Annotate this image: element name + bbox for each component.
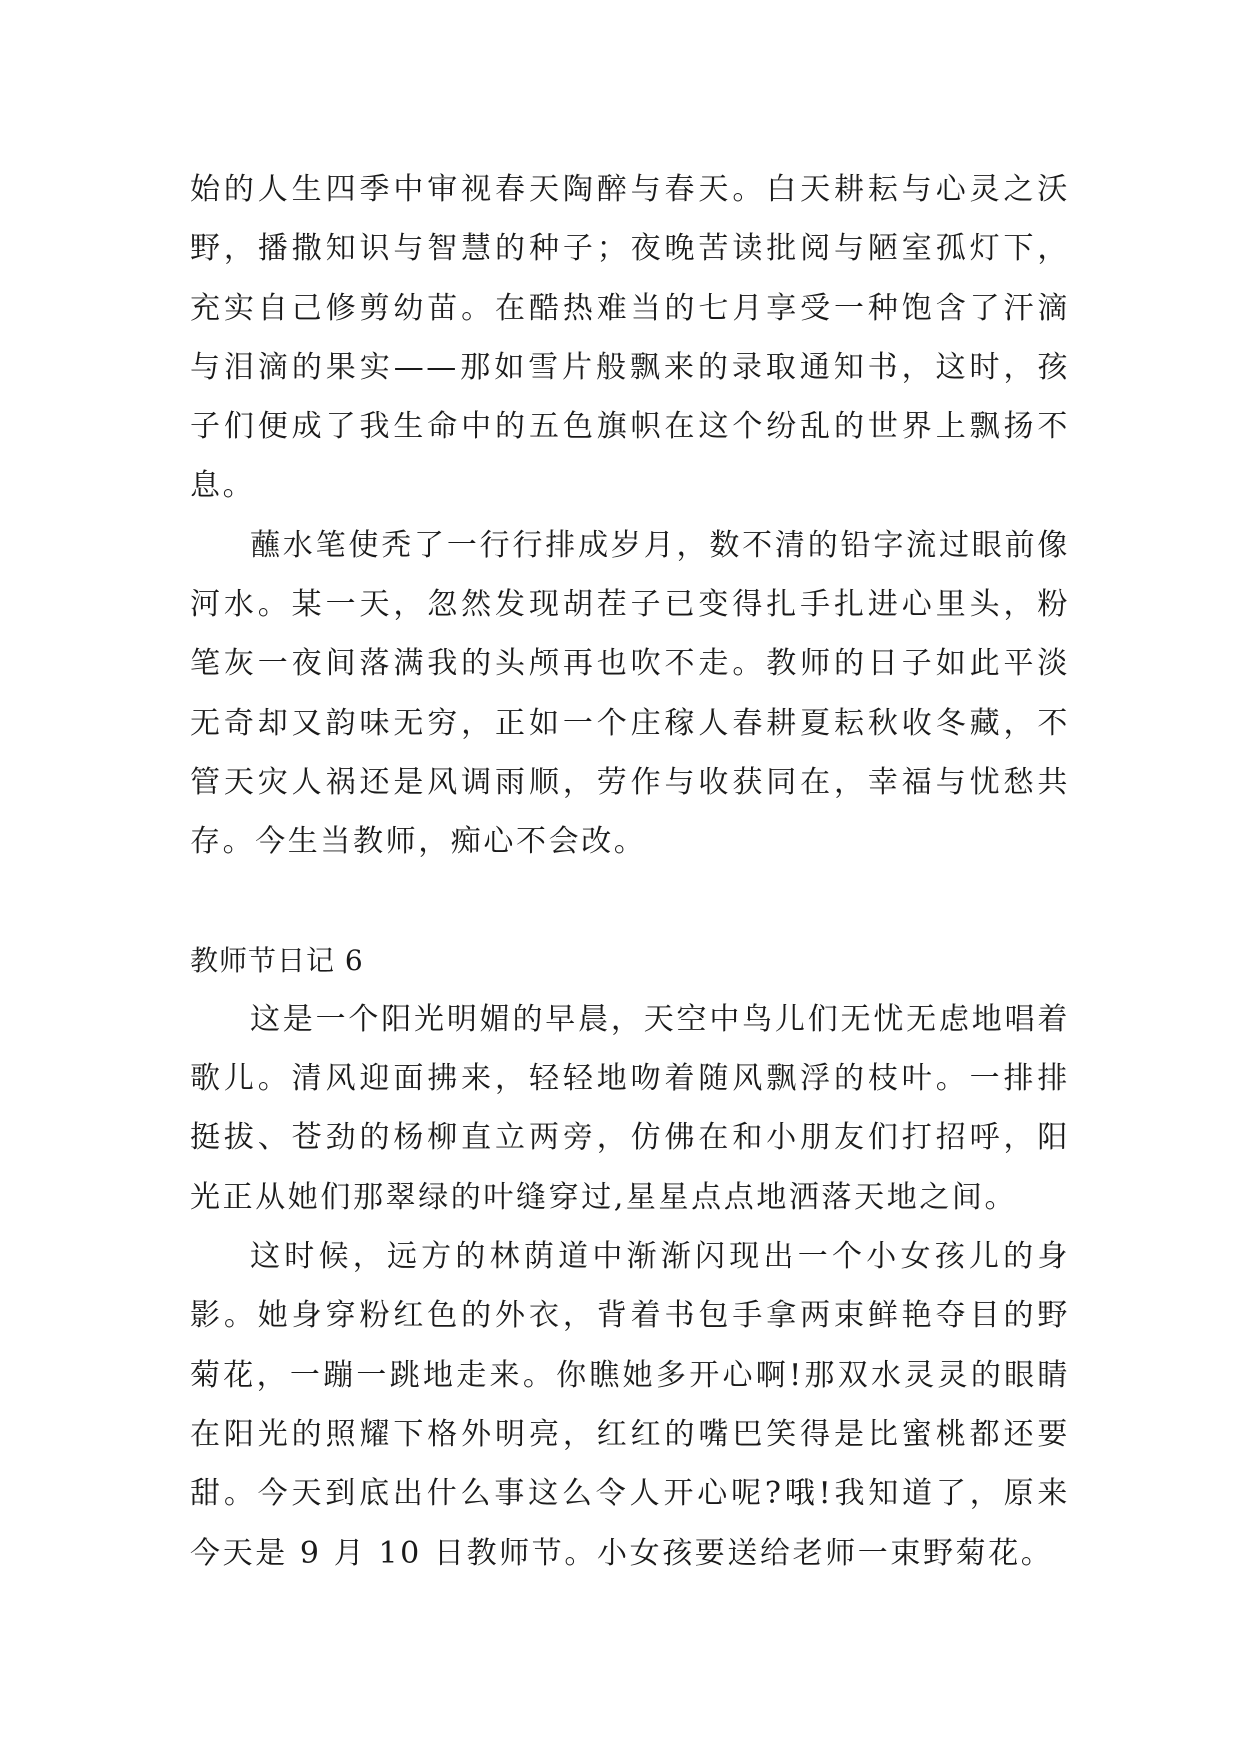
- paragraph-continued: 始的人生四季中审视春天陶醉与春天。白天耕耘与心灵之沃野，播撒知识与智慧的种子；夜晚苦读批阅与陋室孤灯下，充实自己修剪幼苗。在酷热难当的七月享受一种饱含了汗滴与泪滴的果实——那如雪片般飘来的录取通知书，这时，孩子们便成了我生命中的五色旗帜在这个纷乱的世界上飘扬不息。: [190, 172, 1070, 504]
- paragraph: 这时候，远方的林荫道中渐渐闪现出一个小女孩儿的身影。她身穿粉红色的外衣，背着书包手拿两束鲜艳夺目的野菊花，一蹦一跳地走来。你瞧她多开心啊!那双水灵灵的眼睛在阳光的照耀下格外明亮，红红的嘴巴笑得是比蜜桃都还要甜。今天到底出什么事这么令人开心呢?哦!我知道了，原来今天是 9 月 10 日教师节。小女孩要送给老师一束野菊花。: [190, 1239, 1070, 1571]
- section-spacer: [190, 872, 1070, 931]
- section-heading: 教师节日记 6: [190, 943, 364, 977]
- paragraph: 蘸水笔使秃了一行行排成岁月，数不清的铅字流过眼前像河水。某一天，忽然发现胡茬子已变得扎手扎进心里头，粉笔灰一夜间落满我的头颅再也吹不走。教师的日子如此平淡无奇却又韵味无穷，正如一个庄稼人春耕夏耘秋收冬藏，不管天灾人祸还是风调雨顺，劳作与收获同在，幸福与忧愁共存。今生当教师，痴心不会改。: [190, 527, 1070, 860]
- document-body: [190, 160, 1070, 1583]
- paragraph: 这是一个阳光明媚的早晨，天空中鸟儿们无忧无虑地唱着歌儿。清风迎面拂来，轻轻地吻着随风飘浮的枝叶。一排排挺拔、苍劲的杨柳直立两旁，仿佛在和小朋友们打招呼，阳光正从她们那翠绿的叶缝穿过,星星点点地洒落天地之间。: [190, 1001, 1070, 1215]
